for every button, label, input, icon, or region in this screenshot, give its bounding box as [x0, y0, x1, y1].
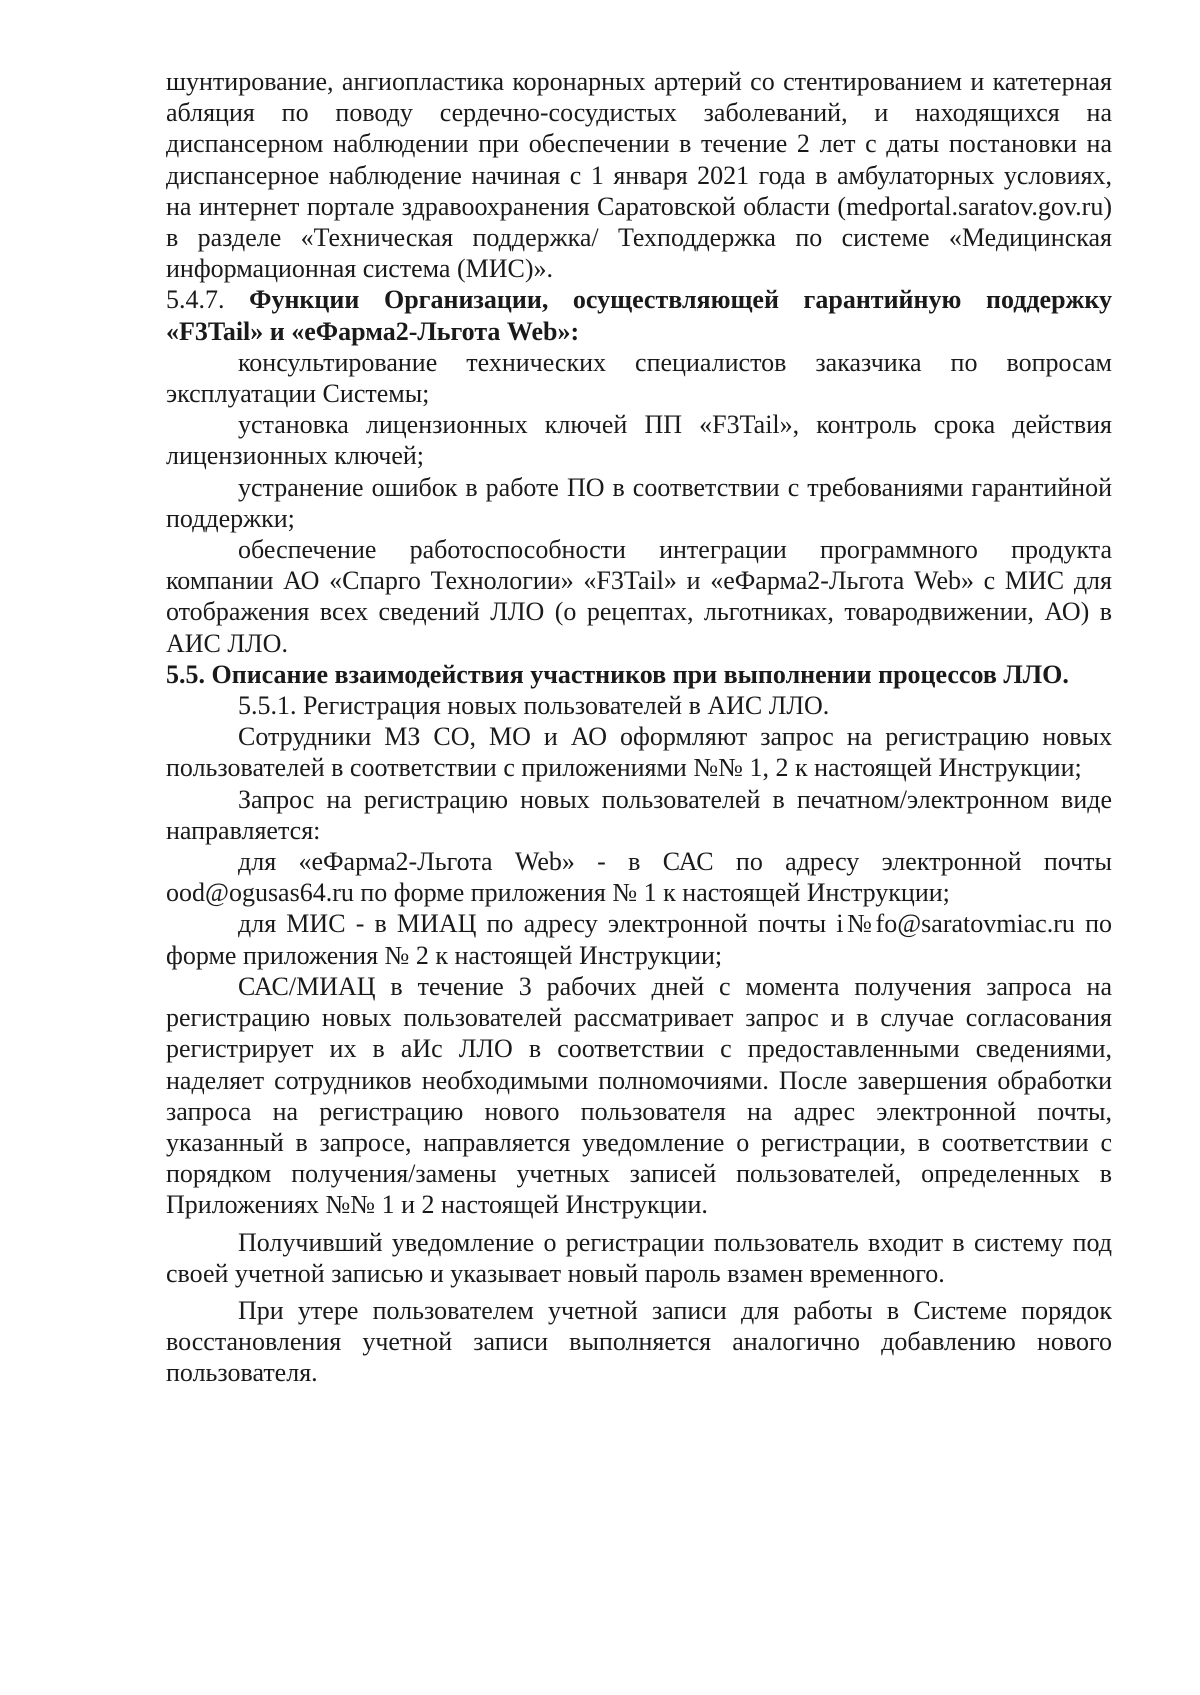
notification-paragraph: Получивший уведомление о регистрации пользователь входит в систему под своей учетной записью и указывает новый пароль взамен временного.	[166, 1227, 1112, 1288]
registration-request-paragraph: Сотрудники МЗ СО, МО и АО оформляют запрос на регистрацию новых пользователей в соответствии с приложениями №№ 1, 2 к настоящей Инструкции;	[166, 722, 1112, 783]
function-item-integration: обеспечение работоспособности интеграции программного продукта компании АО «Спарго Технологии» «F3Tail» и «еФарма2-Льгота Web» с МИС для отображения всех сведений ЛЛО (о рецептах, льготниках, товародвижении, АО) в АИС ЛЛО.	[166, 535, 1112, 658]
account-recovery-paragraph: При утере пользователем учетной записи для работы в Системе порядок восстановления учетной записи выполняется аналогично добавлению нового пользователя.	[166, 1295, 1112, 1388]
section-5-4-7-heading	[166, 284, 1112, 346]
processing-paragraph: САС/МИАЦ в течение 3 рабочих дней с момента получения запроса на регистрацию новых пользователей рассматривает запрос и в случае согласования регистрирует их в аИс ЛЛО в соответствии с предоставленными сведениями, наделяет сотрудников необходимыми полномочиями. После завершения обработки запроса на регистрацию нового пользователя на адрес электронной почты, указанный в запросе, направляется уведомление о регистрации, в соответствии с порядком получения/замены учетных записей пользователей, определенных в Приложениях №№ 1 и 2 настоящей Инструкции.	[166, 971, 1112, 1220]
section-5-5-heading: 5.5. Описание взаимодействия участников при выполнении процессов ЛЛО.	[166, 659, 1069, 689]
function-item-error-fixing: устранение ошибок в работе ПО в соответствии с требованиями гарантийной поддержки;	[166, 472, 1112, 533]
efarma-request-paragraph: для «еФарма2-Льгота Web» - в САС по адресу электронной почты ood@ogusas64.ru по форме приложения № 1 к настоящей Инструкции;	[166, 847, 1112, 908]
section-title: Функции Организации, осуществляющей гарантийную поддержку «F3Tail» и «еФарма2-Льгота Web»:	[166, 285, 1112, 346]
subsection-5-5-1-heading: 5.5.1. Регистрация новых пользователей в АИС ЛЛО.	[238, 691, 830, 721]
mis-request-paragraph: для МИС - в МИАЦ по адресу электронной почты i№fo@saratovmiac.ru по форме приложения № 2 к настоящей Инструкции;	[166, 909, 1112, 970]
function-item-consulting: консультирование технических специалистов заказчика по вопросам эксплуатации Системы;	[166, 347, 1112, 409]
paragraph-continuation: шунтирование, ангиопластика коронарных артерий со стентированием и катетерная абляция по поводу сердечно-сосудистых заболеваний, и находящихся на диспансерном наблюдении при обеспечении в течение 2 лет с даты постановки на диспансерное наблюдение начиная с 1 января 2021 года в амбулаторных условиях, на интернет портале здравоохранения Саратовской области (medportal.saratov.gov.ru) в разделе «Техническая поддержка/ Техподдержка по системе «Медицинская информационная система (МИС)».	[166, 67, 1112, 284]
document-body	[166, 66, 1112, 1389]
request-direction-paragraph: Запрос на регистрацию новых пользователей в печатном/электронном виде направляется:	[166, 784, 1112, 845]
function-item-license-keys: установка лицензионных ключей ПП «F3Tail», контроль срока действия лицензионных ключей;	[166, 410, 1112, 471]
section-number: 5.4.7.	[166, 285, 225, 315]
